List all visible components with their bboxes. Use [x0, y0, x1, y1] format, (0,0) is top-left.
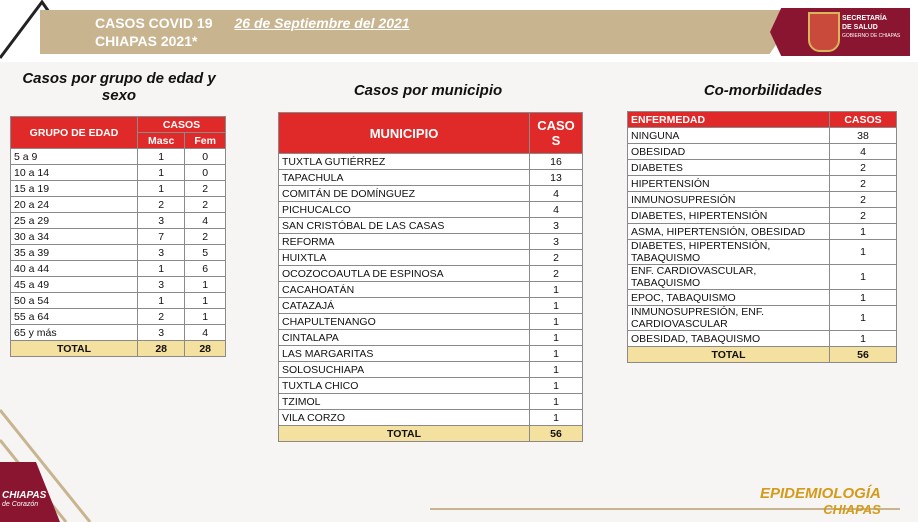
- muni-name-cell: CHAPULTENANGO: [279, 314, 530, 330]
- age-total-label: TOTAL: [11, 341, 138, 357]
- masc-cell: 1: [138, 181, 185, 197]
- muni-cases-cell: 1: [530, 378, 583, 394]
- table-row: [279, 218, 583, 234]
- age-group-cell: 20 a 24: [11, 197, 138, 213]
- table-row: [279, 410, 583, 426]
- muni-name-cell: VILA CORZO: [279, 410, 530, 426]
- table-row: [628, 224, 897, 240]
- table-row: [11, 245, 226, 261]
- table-row: [279, 298, 583, 314]
- fem-cell: 1: [185, 277, 226, 293]
- age-table: [10, 116, 226, 357]
- fem-cell: 0: [185, 165, 226, 181]
- muni-name-cell: TAPACHULA: [279, 170, 530, 186]
- muni-name-cell: TUXTLA GUTIÉRREZ: [279, 154, 530, 170]
- table-row: [11, 181, 226, 197]
- muni-total-label: TOTAL: [279, 426, 530, 442]
- age-group-cell: 45 a 49: [11, 277, 138, 293]
- table-row: [279, 266, 583, 282]
- epi-sublabel: CHIAPAS: [823, 502, 881, 517]
- comorb-name-cell: DIABETES, HIPERTENSIÓN, TABAQUISMO: [628, 240, 830, 265]
- header-subtitle: CHIAPAS 2021*: [95, 33, 198, 49]
- fem-cell: 1: [185, 293, 226, 309]
- comorb-cases-cell: 1: [830, 224, 897, 240]
- masc-cell: 1: [138, 149, 185, 165]
- comorb-cases-cell: 1: [830, 290, 897, 306]
- fem-cell: 4: [185, 325, 226, 341]
- comorb-cases-cell: 4: [830, 144, 897, 160]
- comorb-name-cell: DIABETES: [628, 160, 830, 176]
- table-row: [628, 176, 897, 192]
- age-group-cell: 15 a 19: [11, 181, 138, 197]
- age-col-masc: Masc: [138, 133, 185, 149]
- age-group-cell: 35 a 39: [11, 245, 138, 261]
- comorb-cases-cell: 1: [830, 265, 897, 290]
- table-row: [279, 202, 583, 218]
- comorb-total-label: TOTAL: [628, 347, 830, 363]
- comorb-cases-cell: 1: [830, 331, 897, 347]
- table-row: [279, 362, 583, 378]
- age-group-cell: 5 a 9: [11, 149, 138, 165]
- table-row: [628, 290, 897, 306]
- muni-name-cell: HUIXTLA: [279, 250, 530, 266]
- muni-name-cell: OCOZOCOAUTLA DE ESPINOSA: [279, 266, 530, 282]
- comorb-name-cell: ASMA, HIPERTENSIÓN, OBESIDAD: [628, 224, 830, 240]
- header-title: CASOS COVID 19: [95, 15, 213, 31]
- epi-label: EPIDEMIOLOGÍA: [760, 485, 881, 502]
- table-row: [11, 229, 226, 245]
- fem-cell: 5: [185, 245, 226, 261]
- fem-cell: 0: [185, 149, 226, 165]
- header-date: 26 de Septiembre del 2021: [234, 15, 410, 31]
- masc-cell: 3: [138, 325, 185, 341]
- muni-cases-cell: 13: [530, 170, 583, 186]
- chiapas-label: CHIAPAS: [2, 490, 47, 501]
- comorb-name-cell: HIPERTENSIÓN: [628, 176, 830, 192]
- comorb-col-disease: ENFERMEDAD: [628, 112, 830, 128]
- muni-name-cell: CACAHOATÁN: [279, 282, 530, 298]
- muni-name-cell: TUXTLA CHICO: [279, 378, 530, 394]
- muni-cases-cell: 4: [530, 202, 583, 218]
- muni-total-value: 56: [530, 426, 583, 442]
- comorb-cases-cell: 1: [830, 306, 897, 331]
- muni-name-cell: SOLOSUCHIAPA: [279, 362, 530, 378]
- table-row: [279, 170, 583, 186]
- logo-text: [842, 14, 900, 41]
- age-total-masc: 28: [138, 341, 185, 357]
- comorb-cases-cell: 2: [830, 176, 897, 192]
- masc-cell: 1: [138, 165, 185, 181]
- comorb-cases-cell: 2: [830, 160, 897, 176]
- muni-cases-cell: 1: [530, 298, 583, 314]
- table-row: [279, 378, 583, 394]
- age-group-cell: 55 a 64: [11, 309, 138, 325]
- table-row: [11, 165, 226, 181]
- table-row: [11, 277, 226, 293]
- table-row: [11, 197, 226, 213]
- table-row: [279, 186, 583, 202]
- comorb-name-cell: OBESIDAD, TABAQUISMO: [628, 331, 830, 347]
- logo-line3: GOBIERNO DE CHIAPAS: [842, 33, 901, 39]
- comorb-col-cases: CASOS: [830, 112, 897, 128]
- muni-table: [278, 112, 583, 442]
- chiapas-logo-text: [2, 490, 46, 508]
- muni-cases-cell: 1: [530, 330, 583, 346]
- fem-cell: 6: [185, 261, 226, 277]
- age-group-cell: 10 a 14: [11, 165, 138, 181]
- muni-cases-cell: 1: [530, 346, 583, 362]
- age-col-group: GRUPO DE EDAD: [11, 117, 138, 149]
- table-row: [279, 394, 583, 410]
- muni-name-cell: TZIMOL: [279, 394, 530, 410]
- comorb-cases-cell: 2: [830, 208, 897, 224]
- table-row: [279, 346, 583, 362]
- comorb-name-cell: ENF. CARDIOVASCULAR, TABAQUISMO: [628, 265, 830, 290]
- masc-cell: 1: [138, 293, 185, 309]
- masc-cell: 2: [138, 197, 185, 213]
- muni-name-cell: REFORMA: [279, 234, 530, 250]
- shield-icon: [808, 12, 840, 52]
- muni-cases-cell: 3: [530, 234, 583, 250]
- muni-cases-cell: 1: [530, 314, 583, 330]
- masc-cell: 2: [138, 309, 185, 325]
- table-row: [11, 213, 226, 229]
- muni-name-cell: SAN CRISTÓBAL DE LAS CASAS: [279, 218, 530, 234]
- table-row: [11, 261, 226, 277]
- age-group-cell: 30 a 34: [11, 229, 138, 245]
- logo-line2: DE SALUD: [842, 24, 878, 31]
- masc-cell: 3: [138, 277, 185, 293]
- muni-col-cases: CASOS: [530, 113, 583, 154]
- muni-name-cell: PICHUCALCO: [279, 202, 530, 218]
- chiapas-sublabel: de Corazón: [2, 501, 39, 508]
- table-row: [628, 265, 897, 290]
- comorb-table: [627, 111, 897, 363]
- muni-col-name: MUNICIPIO: [279, 113, 530, 154]
- age-total-fem: 28: [185, 341, 226, 357]
- table-row: [628, 208, 897, 224]
- comorb-name-cell: INMUNOSUPRESIÓN: [628, 192, 830, 208]
- muni-cases-cell: 2: [530, 250, 583, 266]
- comorb-name-cell: OBESIDAD: [628, 144, 830, 160]
- logo-line1: SECRETARÍA: [842, 15, 887, 22]
- age-group-cell: 25 a 29: [11, 213, 138, 229]
- table-row: [279, 330, 583, 346]
- masc-cell: 3: [138, 213, 185, 229]
- comorb-cases-cell: 1: [830, 240, 897, 265]
- table-row: [628, 306, 897, 331]
- table-row: [279, 154, 583, 170]
- table-row: [11, 149, 226, 165]
- table-row: [279, 250, 583, 266]
- table-row: [279, 234, 583, 250]
- muni-section-title: Casos por municipio: [353, 82, 503, 99]
- age-col-fem: Fem: [185, 133, 226, 149]
- table-row: [628, 240, 897, 265]
- muni-cases-cell: 3: [530, 218, 583, 234]
- comorb-cases-cell: 38: [830, 128, 897, 144]
- muni-cases-cell: 16: [530, 154, 583, 170]
- age-group-cell: 65 y más: [11, 325, 138, 341]
- muni-name-cell: CINTALAPA: [279, 330, 530, 346]
- comorb-cases-cell: 2: [830, 192, 897, 208]
- table-row: [628, 144, 897, 160]
- header-title-block: [95, 14, 410, 50]
- table-row: [628, 331, 897, 347]
- muni-cases-cell: 1: [530, 282, 583, 298]
- comorb-name-cell: INMUNOSUPRESIÓN, ENF. CARDIOVASCULAR: [628, 306, 830, 331]
- table-row: [279, 314, 583, 330]
- masc-cell: 1: [138, 261, 185, 277]
- table-row: [279, 282, 583, 298]
- age-group-cell: 40 a 44: [11, 261, 138, 277]
- age-section-title: Casos por grupo de edad y sexo: [22, 70, 216, 104]
- table-row: [11, 325, 226, 341]
- comorb-section-title: Co-morbilidades: [703, 82, 823, 99]
- fem-cell: 2: [185, 181, 226, 197]
- muni-cases-cell: 1: [530, 410, 583, 426]
- fem-cell: 1: [185, 309, 226, 325]
- fem-cell: 2: [185, 229, 226, 245]
- muni-name-cell: COMITÁN DE DOMÍNGUEZ: [279, 186, 530, 202]
- table-row: [628, 128, 897, 144]
- table-row: [11, 293, 226, 309]
- fem-cell: 2: [185, 197, 226, 213]
- age-col-cases: CASOS: [138, 117, 226, 133]
- age-group-cell: 50 a 54: [11, 293, 138, 309]
- table-row: [628, 160, 897, 176]
- muni-cases-cell: 1: [530, 394, 583, 410]
- muni-cases-cell: 4: [530, 186, 583, 202]
- muni-name-cell: CATAZAJÁ: [279, 298, 530, 314]
- masc-cell: 3: [138, 245, 185, 261]
- comorb-total-value: 56: [830, 347, 897, 363]
- comorb-name-cell: EPOC, TABAQUISMO: [628, 290, 830, 306]
- fem-cell: 4: [185, 213, 226, 229]
- comorb-name-cell: DIABETES, HIPERTENSIÓN: [628, 208, 830, 224]
- muni-name-cell: LAS MARGARITAS: [279, 346, 530, 362]
- comorb-name-cell: NINGUNA: [628, 128, 830, 144]
- muni-cases-cell: 2: [530, 266, 583, 282]
- table-row: [11, 309, 226, 325]
- muni-cases-cell: 1: [530, 362, 583, 378]
- epidemiologia-logo: [760, 486, 881, 518]
- masc-cell: 7: [138, 229, 185, 245]
- table-row: [628, 192, 897, 208]
